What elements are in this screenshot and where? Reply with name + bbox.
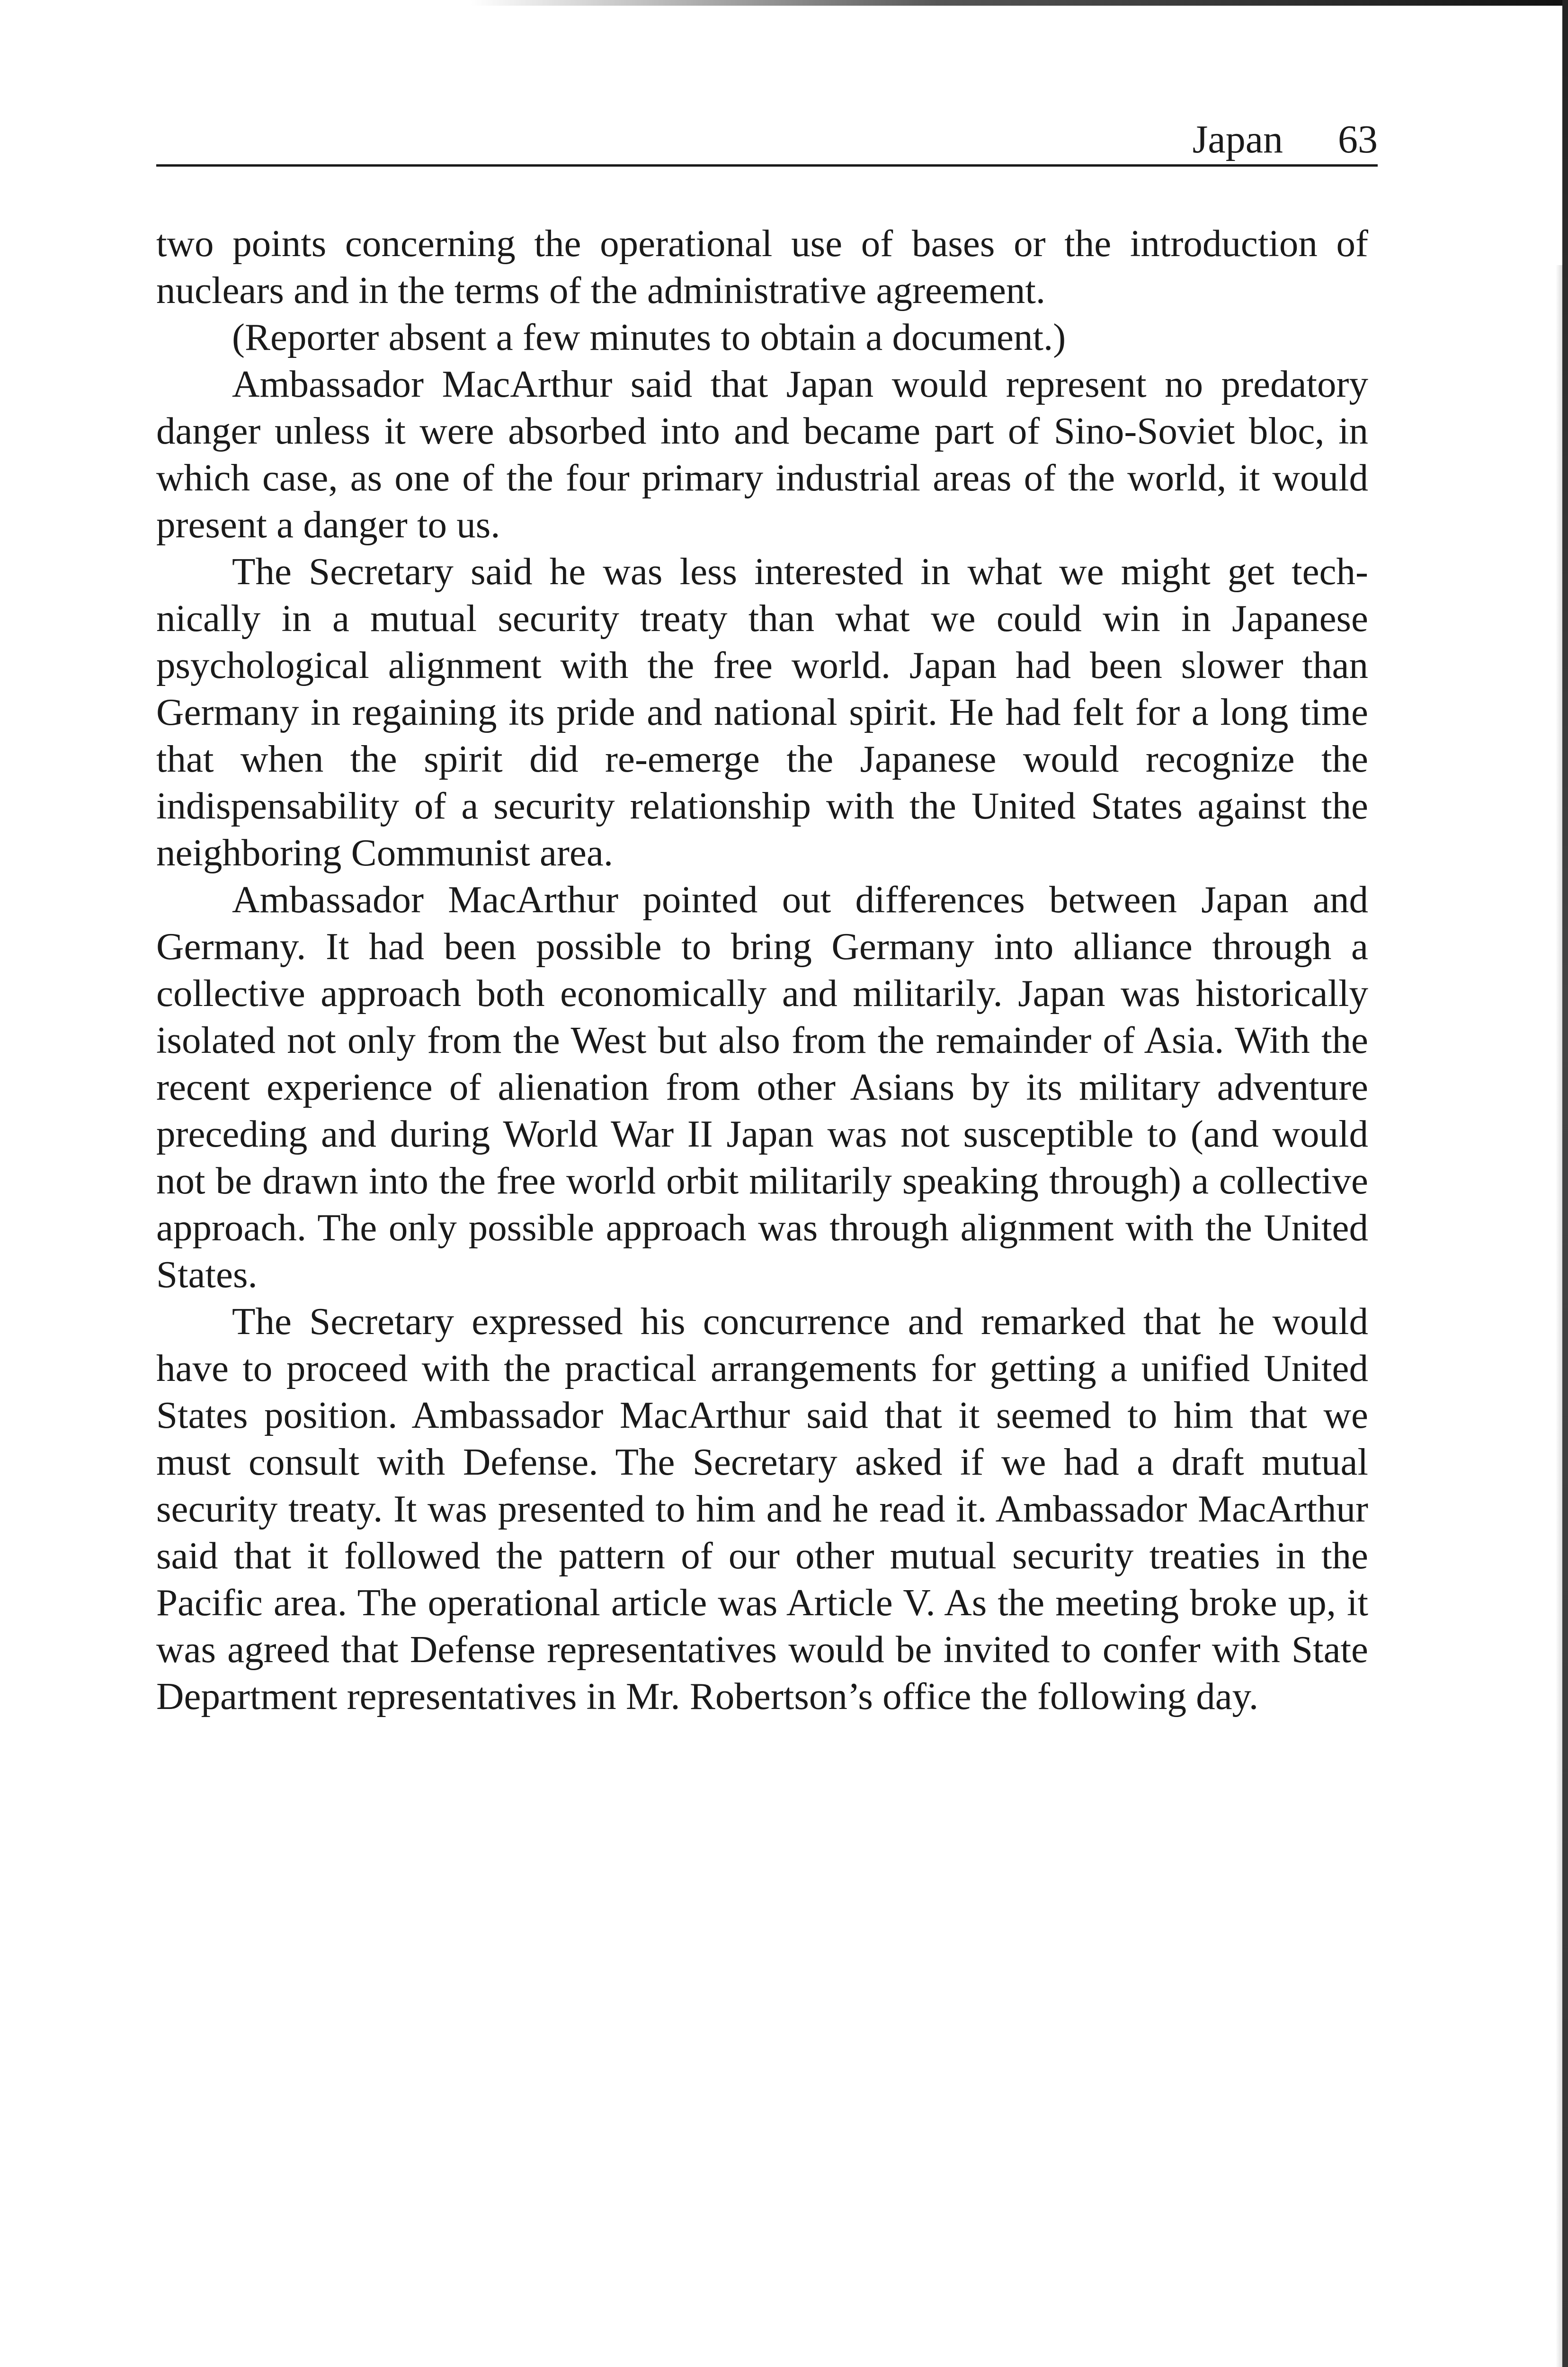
- body-text: [156, 220, 1368, 1720]
- paragraph-macarthur-danger: Ambassador MacArthur said that Japan would represent no predatory danger unless it were absorbed into and became part of Sino-Soviet bloc, in which case, as one of the four primary industrial areas of the world, it would present a danger to us.: [156, 363, 1368, 546]
- page-top-edge: [0, 0, 1568, 6]
- page-binding-shadow: [1556, 265, 1562, 2367]
- paragraph-reporter-note: (Reporter absent a few minutes to obtain a document.): [232, 316, 1066, 358]
- header-rule: [156, 164, 1378, 167]
- paragraph-continuation: two points concerning the operational use of bases or the introduction of nuclears and in the terms of the administrative agreement.: [156, 222, 1368, 311]
- running-title: Japan: [1192, 117, 1283, 161]
- paragraph-japan-germany: Ambassador MacArthur pointed out differences between Japan and Germany. It had been possible to bring Germany into alliance through a collective approach both economically and militarily. Japan was historically isolated not only from the West but also from the remainder of Asia. With the recent experience of alienation from other Asians by its military adventure preceding and during World War II Japan was not susceptible to (and would not be drawn into the free world orbit militarily speaking through) a collective approach. The only possible approach was through alignment with the United States.: [156, 878, 1368, 1296]
- page-right-edge: [1562, 0, 1568, 2367]
- paragraph-secretary-concurrence: The Secretary expressed his concurrence and remarked that he would have to proceed with the practical arrangements for getting a unified United States position. Ambassador MacArthur said that it seemed to him that we must consult with Defense. The Secretary asked if we had a draft mutual security treaty. It was presented to him and he read it. Ambassador MacArthur said that it followed the pattern of our other mutual security treaties in the Pacific area. The operational article was Article V. As the meeting broke up, it was agreed that Defense representatives would be invited to confer with State Department representatives in Mr. Robertson’s office the following day.: [156, 1300, 1368, 1717]
- paragraph-secretary-alignment: The Secretary said he was less interested in what we might get technically in a mutual security treaty than what we could win in Japanese psychological alignment with the free world. Japan had been slower than Germany in regaining its pride and national spirit. He had felt for a long time that when the spirit did re-emerge the Japanese would recognize the indispensability of a security relationship with the United States against the neighboring Communist area.: [156, 550, 1368, 874]
- page-number: 63: [1338, 117, 1378, 161]
- running-head: [156, 111, 1378, 168]
